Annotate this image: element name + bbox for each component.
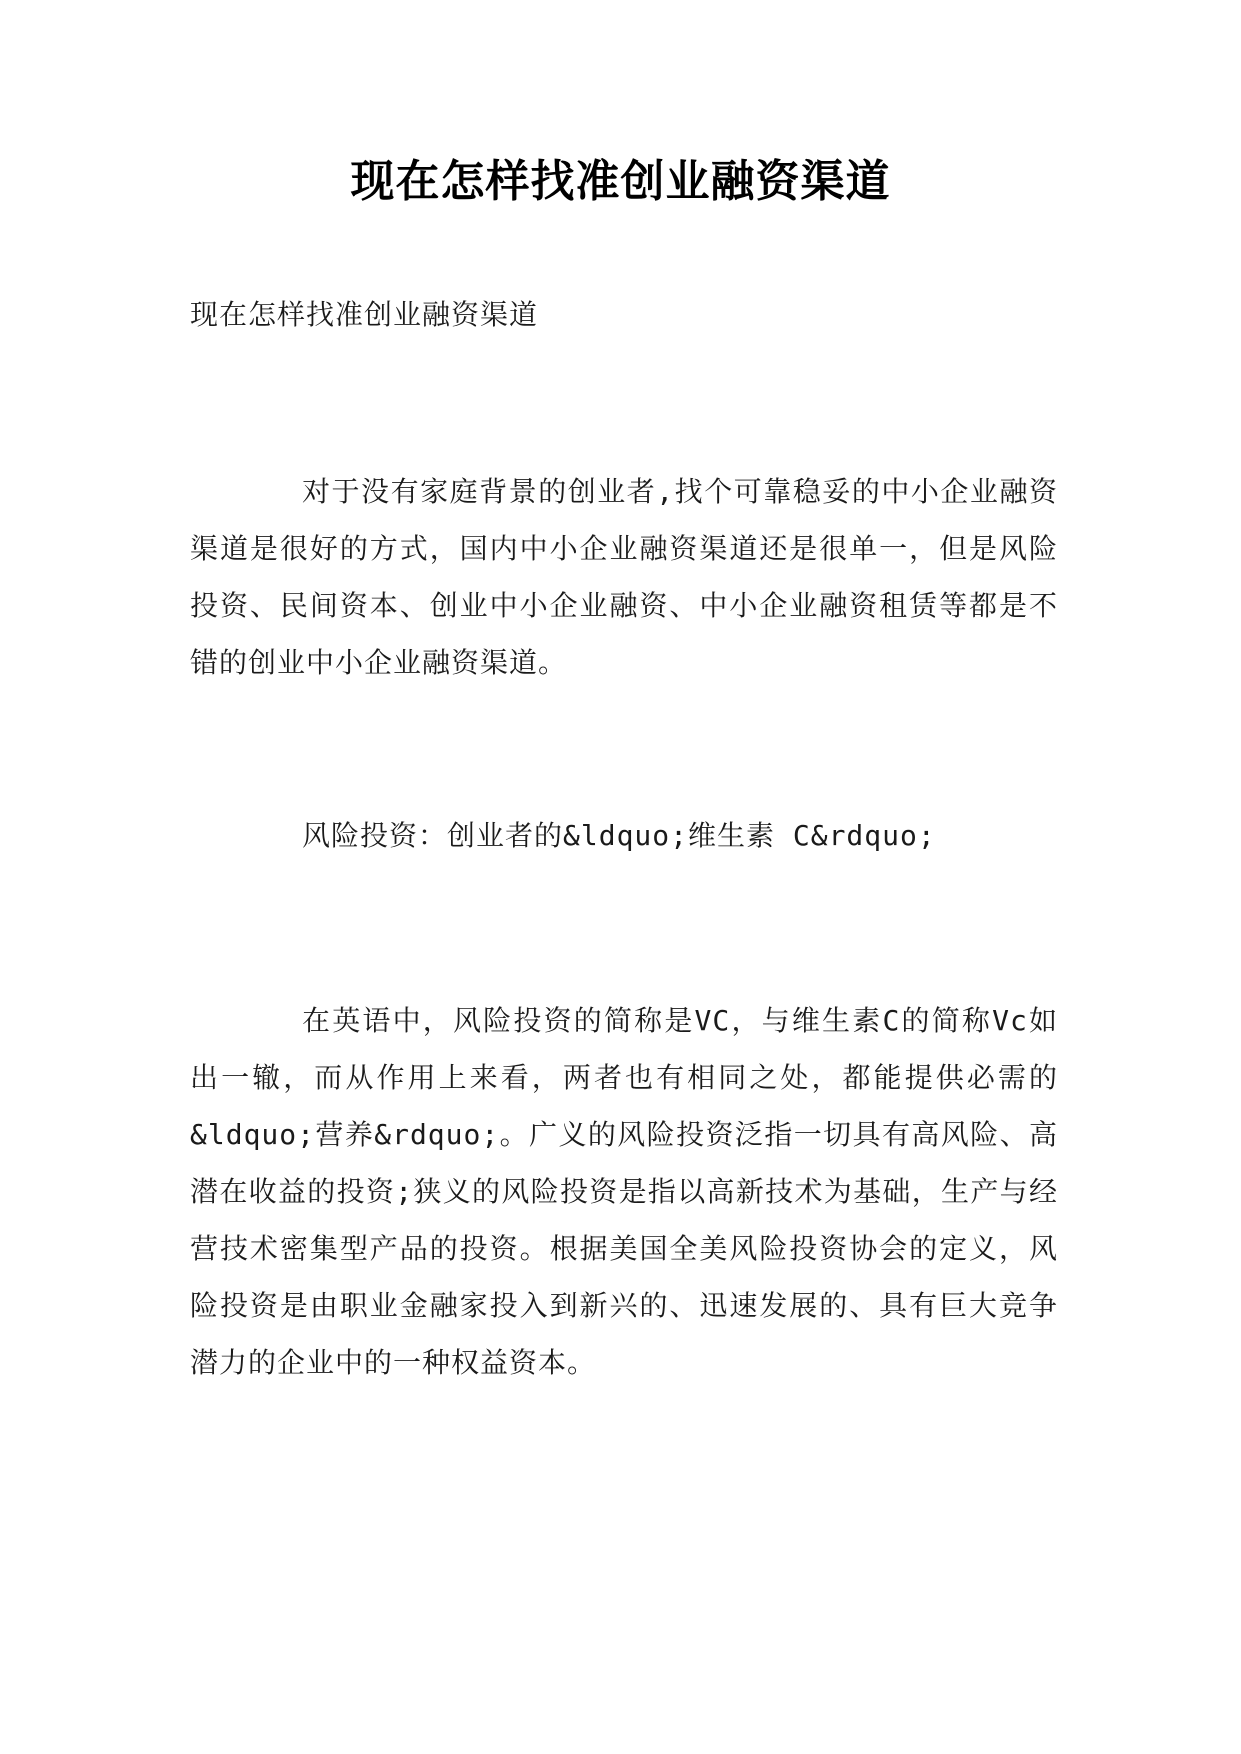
paragraph-intro: 对于没有家庭背景的创业者,找个可靠稳妥的中小企业融资渠道是很好的方式，国内中小企业融资渠道还是很单一，但是风险投资、民间资本、创业中小企业融资、中小企业融资租赁等都是不错的创业中小企业融资渠道。: [190, 475, 1058, 679]
section-heading: 风险投资：创业者的&ldquo;维生素 C&rdquo;: [302, 819, 936, 852]
document-subtitle: 现在怎样找准创业融资渠道: [190, 298, 539, 331]
document-title: 现在怎样找准创业融资渠道: [350, 156, 891, 207]
paragraph-venture-capital: 在英语中，风险投资的简称是VC，与维生素C的简称Vc如出一辙，而从作用上来看，两者也有相同之处，都能提供必需的&ldquo;营养&rdquo;。广义的风险投资泛指一切具有高风险、高潜在收益的投资;狭义的风险投资是指以高新技术为基础，生产与经营技术密集型产品的投资。根据美国全美风险投资协会的定义，风险投资是由职业金融家投入到新兴的、迅速发展的、具有巨大竞争潜力的企业中的一种权益资本。: [190, 1004, 1058, 1379]
